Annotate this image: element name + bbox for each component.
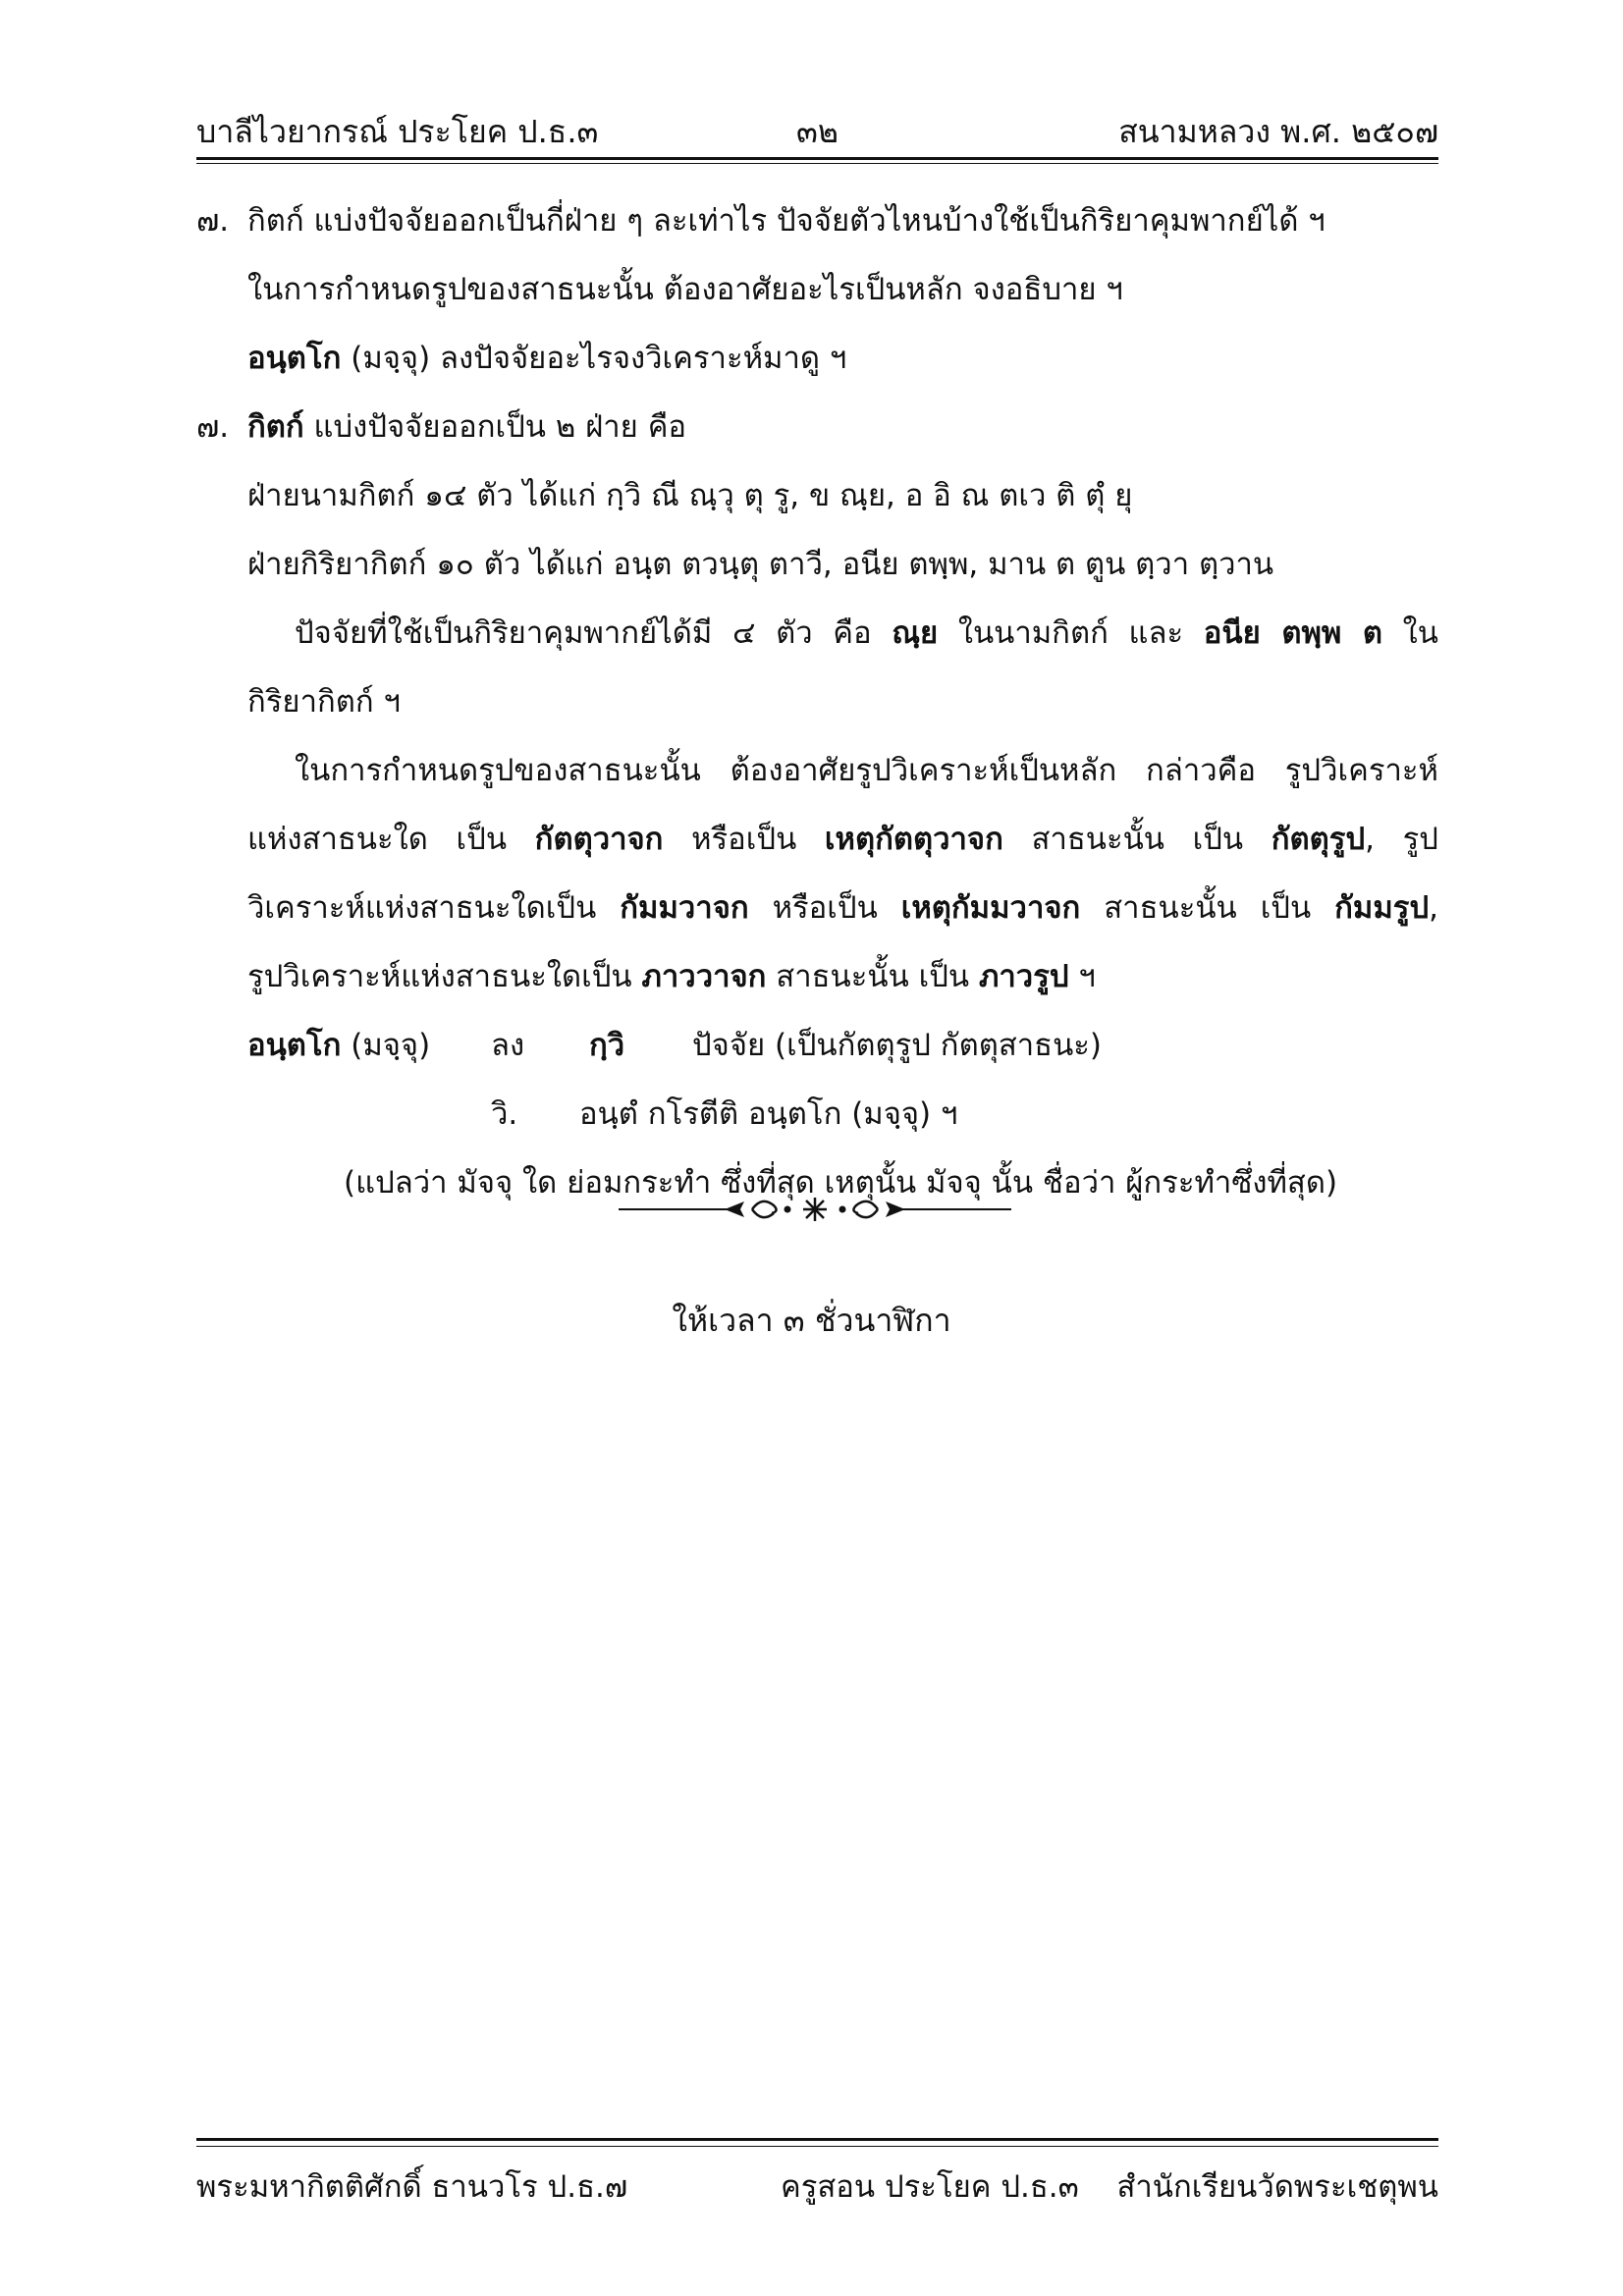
- footer-author: พระมหากิตติศักดิ์ ธานวโร ป.ธ.๗: [196, 2169, 628, 2205]
- header-title: บาลีไวยากรณ์ ประโยค ป.ธ.๓: [196, 113, 599, 150]
- answer-line-4: [196, 599, 1438, 667]
- footer-rule: [196, 2138, 1438, 2141]
- page-header: [196, 106, 1438, 157]
- question-word-bold: อนฺตโก: [247, 341, 342, 376]
- p2-text-e: , รูป: [1365, 822, 1438, 857]
- p3-bold-1: กัมมวาจก: [620, 890, 749, 926]
- answer-text-4c: ใน: [1382, 615, 1438, 651]
- footer-institution: สำนักเรียนวัดพระเชตุพน: [1116, 2169, 1438, 2205]
- answer-line-1: [196, 393, 1438, 461]
- vigraha-row: [196, 1080, 1438, 1148]
- answer-line-3: [196, 530, 1438, 599]
- document-body: [196, 187, 1438, 1217]
- question-line-2: [196, 255, 1438, 324]
- footer-role: ครูสอน ประโยค ป.ธ.๓: [781, 2169, 1079, 2205]
- page-number: ๓๒: [796, 113, 839, 150]
- answer-number: ๗.: [196, 409, 230, 445]
- p4-bold-1: ภาววาจก: [641, 959, 767, 994]
- paragraph-line-2: [196, 805, 1438, 874]
- example-word: [247, 1011, 430, 1080]
- translation-text: (แปลว่า มัจจุ ใด ย่อมกระทำ ซึ่งที่สุด เหตุนั้น มัจจุ นั้น ชื่อว่า ผู้กระทำซึ่งที่สุด): [344, 1165, 1338, 1201]
- p4-bold-2: ภาวรูป: [978, 959, 1069, 994]
- p3-bold-3: กัมมรูป: [1334, 890, 1430, 926]
- p4-text-d: ฯ: [1068, 959, 1096, 994]
- p2-bold-1: กัตตุวาจก: [534, 822, 664, 857]
- p3-text-e: ,: [1429, 890, 1438, 926]
- paragraph-line-3: [196, 874, 1438, 942]
- paragraph-line-1: [196, 736, 1438, 805]
- answer-text-4a: ปัจจัยที่ใช้เป็นกิริยาคุมพากย์ได้มี ๔ ตัว คือ: [295, 615, 893, 651]
- example-suffix: กฺวิ: [589, 1028, 625, 1063]
- p4-text-a: รูปวิเคราะห์แห่งสาธนะใดเป็น: [247, 959, 642, 994]
- question-line-1: [196, 187, 1438, 255]
- p3-text-a: วิเคราะห์แห่งสาธนะใดเป็น: [247, 890, 621, 926]
- answer-line-5: [196, 667, 1438, 736]
- example-row: [196, 1011, 1438, 1080]
- p2-bold-2: เหตุกัตตุวาจก: [824, 822, 1003, 857]
- footer-rule-thin: [196, 2146, 1438, 2147]
- example-word-rest: (มจฺจุ): [341, 1028, 431, 1063]
- paragraph-line-4: [196, 942, 1438, 1011]
- answer-bold-4a: ณฺย: [892, 615, 939, 651]
- answer-bold-4b: อนีย ตพฺพ ต: [1203, 615, 1383, 651]
- vigraha-label: วิ.: [491, 1096, 518, 1132]
- p2-bold-3: กัตตุรูป: [1271, 822, 1366, 857]
- answer-line-2: [196, 461, 1438, 530]
- p4-text-c: สาธนะนั้น เป็น: [766, 959, 979, 994]
- answer-text-1: แบ่งปัจจัยออกเป็น ๒ ฝ่าย คือ: [303, 409, 687, 445]
- question-text-1: กิตก์ แบ่งปัจจัยออกเป็นกี่ฝ่าย ๆ ละเท่าไร ปัจจัยตัวไหนบ้างใช้เป็นกิริยาคุมพากย์ได้ ฯ: [247, 203, 1325, 239]
- answer-text-5: กิริยากิตก์ ฯ: [247, 684, 401, 720]
- vigraha-text: อนฺตํ กโรตีติ อนฺตโก (มจฺจุ) ฯ: [579, 1096, 958, 1132]
- header-rule: [196, 157, 1438, 160]
- answer-text-2: ฝ่ายนามกิตก์ ๑๔ ตัว ได้แก่ กฺวิ ณี ณฺวุ ตุ รู, ข ณฺย, อ อิ ณ ตเว ติ ตุํ ยุ: [247, 478, 1133, 513]
- header-exam-info: สนามหลวง พ.ศ. ๒๕๐๗: [1118, 113, 1438, 150]
- p3-bold-2: เหตุกัมมวาจก: [900, 890, 1081, 926]
- example-long: ลง: [491, 1028, 525, 1063]
- question-number: ๗.: [196, 203, 230, 239]
- p3-text-d: สาธนะนั้น เป็น: [1080, 890, 1335, 926]
- p2-text-c: หรือเป็น: [663, 822, 825, 857]
- divider-ornament-icon: [619, 1190, 1011, 1229]
- question-text-3: (มจฺจุ) ลงปัจจัยอะไรจงวิเคราะห์มาดู ฯ: [341, 341, 847, 376]
- page-footer: [196, 2158, 1438, 2216]
- p2-text-a: แห่งสาธนะใด เป็น: [247, 822, 535, 857]
- header-rule-thin: [196, 163, 1438, 164]
- answer-text-4b: ในนามกิตก์ และ: [938, 615, 1204, 651]
- time-allowed-note: ให้เวลา ๓ ชั่วนาฬิกา: [672, 1302, 951, 1339]
- answer-term-bold: กิตก์: [247, 409, 304, 445]
- answer-text-3: ฝ่ายกิริยากิตก์ ๑๐ ตัว ได้แก่ อนฺต ตวนฺตุ ตาวี, อนีย ตพฺพ, มาน ต ตูน ตฺวา ตฺวาน: [247, 547, 1274, 582]
- question-text-2: ในการกำหนดรูปของสาธนะนั้น ต้องอาศัยอะไรเป็นหลัก จงอธิบาย ฯ: [247, 272, 1123, 307]
- example-word-bold: อนฺตโก: [247, 1028, 342, 1063]
- p3-text-c: หรือเป็น: [748, 890, 901, 926]
- question-line-3: [196, 324, 1438, 393]
- p2-text-d: สาธนะนั้น เป็น: [1002, 822, 1271, 857]
- paragraph-text-1: ในการกำหนดรูปของสาธนะนั้น ต้องอาศัยรูปวิเคราะห์เป็นหลัก กล่าวคือ รูปวิเคราะห์: [295, 753, 1438, 788]
- example-desc: ปัจจัย (เป็นกัตตุรูป กัตตุสาธนะ): [692, 1028, 1103, 1063]
